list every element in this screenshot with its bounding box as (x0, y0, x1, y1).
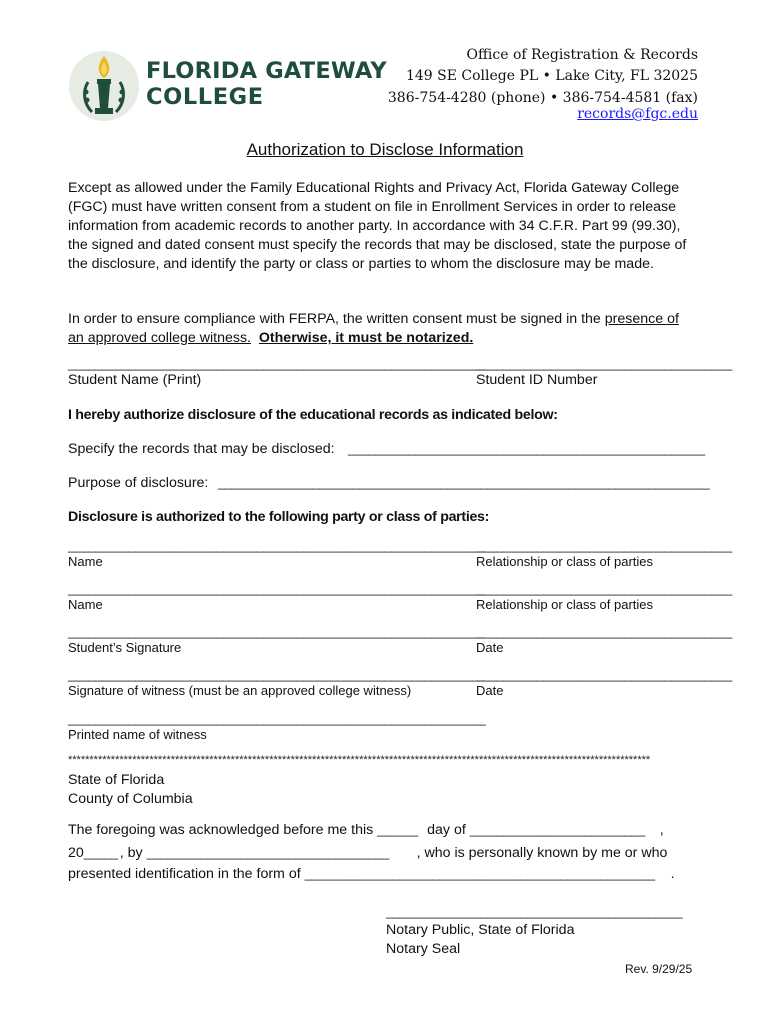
ack-id-form-line[interactable]: ____________________________________________________ (304, 866, 655, 881)
ack-day-line[interactable]: ______ (377, 822, 418, 837)
logo-name-line2: COLLEGE (146, 84, 264, 110)
compliance-paragraph (68, 310, 698, 348)
specify-records-line[interactable]: _____________________________________________________ (348, 441, 705, 456)
witness-signature-line[interactable]: ______________________________________________________________ (68, 667, 486, 682)
party1-relationship-label: Relationship or class of parties (476, 554, 654, 569)
ack-day-text: day of (427, 822, 466, 838)
office-name: Office of Registration & Records (466, 47, 698, 63)
ack-line2: 20_____ , by ____________________________________ , who is personally known by me or who (68, 845, 668, 861)
logo-name-line1: FLORIDA GATEWAY (146, 58, 387, 84)
section-divider: **************************************************************************************************************************************** (68, 754, 651, 766)
ack-year-line[interactable]: _____ (83, 845, 118, 860)
compliance-underlined: presence of an approved college witness. (68, 311, 679, 346)
student-signature-label: Student’s Signature (68, 640, 182, 655)
student-id-label: Student ID Number (476, 372, 598, 388)
party2-relationship-label: Relationship or class of parties (476, 597, 654, 612)
parties-heading: Disclosure is authorized to the following party or class of parties: (68, 509, 490, 525)
purpose-label: Purpose of disclosure: (68, 475, 209, 491)
compliance-bold: Otherwise, it must be notarized. (258, 330, 474, 346)
notary-state: State of Florida (68, 772, 165, 788)
specify-records-label: Specify the records that may be disclosed: (68, 441, 335, 457)
torch-icon (68, 46, 148, 128)
party2-relationship-line[interactable]: ______________________________________ (476, 581, 732, 596)
party1-name-line[interactable]: ______________________________________________________________ (68, 538, 486, 553)
student-name-line[interactable]: ______________________________________________________________ (68, 356, 486, 371)
party1-name-label: Name (68, 554, 103, 569)
form-title: Authorization to Disclose Information (246, 140, 524, 159)
office-phone: 386-754-4280 (phone) • 386-754-4581 (fax) (387, 90, 698, 106)
ack-by-text: by (127, 845, 143, 861)
ack-start-text: The foregoing was acknowledged before me this (68, 822, 374, 838)
party1-relationship-line[interactable]: ______________________________________ (476, 538, 732, 553)
party2-name-line[interactable]: ______________________________________________________________ (68, 581, 486, 596)
ack-month-line[interactable]: __________________________ (469, 822, 645, 837)
intro-paragraph (68, 179, 698, 274)
ack-year-prefix: 20 (68, 845, 84, 861)
office-address: 149 SE College PL • Lake City, FL 32025 (405, 68, 698, 84)
ack-known-text: who is personally known by me or who (424, 845, 668, 861)
purpose-line[interactable]: _________________________________________________________________________ (218, 475, 710, 490)
notary-seal-label: Notary Seal (386, 941, 461, 957)
notary-county: County of Columbia (68, 791, 193, 807)
revision-date: Rev. 9/29/25 (625, 962, 693, 976)
student-id-line[interactable]: ______________________________________ (476, 356, 732, 371)
witness-printed-line[interactable]: ______________________________________________________________ (68, 711, 486, 726)
ack-person-line[interactable]: ____________________________________ (146, 845, 389, 860)
authorize-heading: I hereby authorize disclosure of the educational records as indicated below: (68, 407, 558, 423)
ack-line3: presented identification in the form of ____________________________________________________ . (68, 866, 675, 882)
notary-public-label: Notary Public, State of Florida (386, 922, 575, 938)
witness-signature-label: Signature of witness (must be an approved college witness) (68, 683, 412, 698)
notary-signature-line[interactable]: ____________________________________________ (386, 904, 683, 919)
intro-text: Except as allowed under the Family Educational Rights and Privacy Act, Florida Gateway College (FGC) must have written consent from a student on file in Enrollment Services in order to release information from academic records to another party. In accordance with 34 C.F.R. Part 99 (99.30), the signed and dated consent must specify the records that may be disclosed, state the purpose of the disclosure, and identify the party or class or parties to whom the disclosure may be made. (68, 180, 687, 272)
student-signature-line[interactable]: ______________________________________________________________ (68, 624, 486, 639)
ack-line1: The foregoing was acknowledged before me this ______ day of __________________________ , (68, 822, 664, 838)
date1-label: Date (476, 640, 504, 655)
office-email-link[interactable]: records@fgc.edu (577, 106, 698, 122)
date2-label: Date (476, 683, 504, 698)
compliance-text: In order to ensure compliance with FERPA, the written consent must be signed in the (68, 311, 605, 327)
date2-line[interactable]: ______________________________________ (476, 667, 732, 682)
ack-presented-text: presented identification in the form of (68, 866, 301, 882)
witness-printed-label: Printed name of witness (68, 727, 207, 742)
date1-line[interactable]: ______________________________________ (476, 624, 732, 639)
student-name-label: Student Name (Print) (68, 372, 202, 388)
party2-name-label: Name (68, 597, 103, 612)
